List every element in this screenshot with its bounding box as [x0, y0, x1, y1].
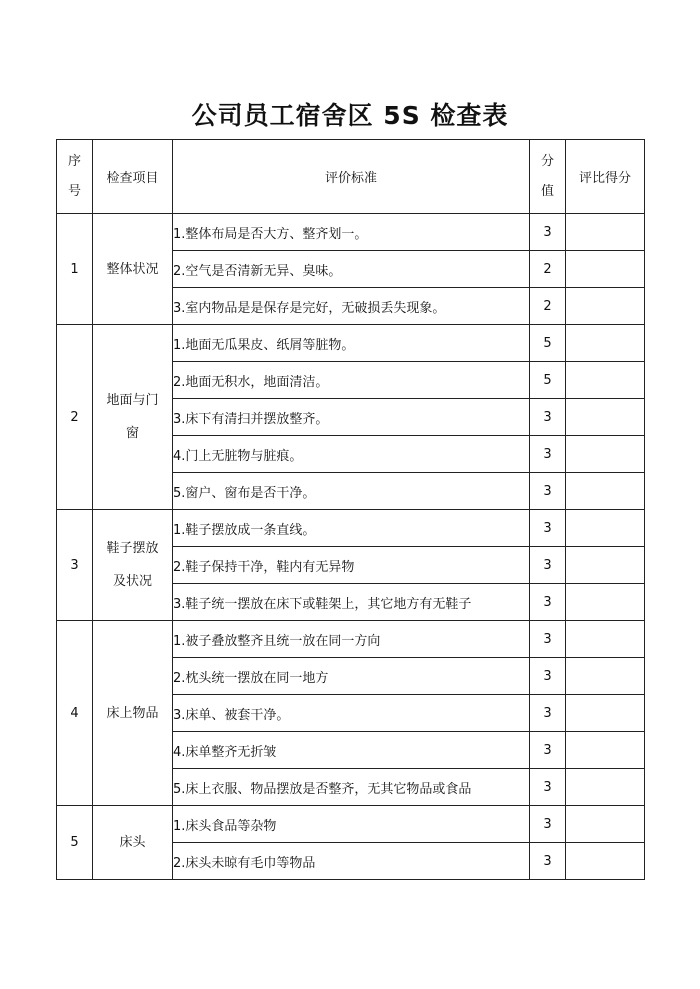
criteria-cell: 4.床单整齐无折皱	[173, 732, 530, 769]
evaluation-cell[interactable]	[566, 436, 645, 473]
section-category	[93, 621, 173, 806]
score-cell: 3	[530, 547, 566, 584]
score-cell: 3	[530, 621, 566, 658]
table-row	[57, 510, 645, 547]
section-category	[93, 510, 173, 621]
inspection-table	[56, 139, 645, 880]
criteria-cell: 2.床头未晾有毛巾等物品	[173, 843, 530, 880]
section-category-line: 鞋子摆放	[106, 541, 159, 556]
section-seq: 1	[57, 214, 93, 325]
evaluation-cell[interactable]	[566, 695, 645, 732]
score-cell: 3	[530, 695, 566, 732]
criteria-cell: 3.床单、被套干净。	[173, 695, 530, 732]
score-cell: 5	[530, 362, 566, 399]
evaluation-cell[interactable]	[566, 473, 645, 510]
section-category-line: 床头	[119, 835, 146, 850]
score-cell: 3	[530, 769, 566, 806]
criteria-cell: 5.床上衣服、物品摆放是否整齐，无其它物品或食品	[173, 769, 530, 806]
header-score-line-2: 值	[540, 183, 554, 199]
section-category-line: 地面与门	[106, 393, 159, 408]
table-body	[57, 214, 645, 880]
table-row	[57, 806, 645, 843]
criteria-cell: 2.鞋子保持干净，鞋内有无异物	[173, 547, 530, 584]
evaluation-cell[interactable]	[566, 547, 645, 584]
score-cell: 3	[530, 658, 566, 695]
criteria-cell: 1.地面无瓜果皮、纸屑等脏物。	[173, 325, 530, 362]
header-seq-line-2: 号	[67, 183, 81, 199]
criteria-cell: 1.被子叠放整齐且统一放在同一方向	[173, 621, 530, 658]
criteria-cell: 2.枕头统一摆放在同一地方	[173, 658, 530, 695]
section-category	[93, 325, 173, 510]
evaluation-cell[interactable]	[566, 251, 645, 288]
score-cell: 3	[530, 584, 566, 621]
section-category-line: 窗	[125, 426, 139, 441]
table-row	[57, 214, 645, 251]
evaluation-cell[interactable]	[566, 510, 645, 547]
table-row	[57, 621, 645, 658]
criteria-cell: 1.鞋子摆放成一条直线。	[173, 510, 530, 547]
criteria-cell: 3.鞋子统一摆放在床下或鞋架上，其它地方有无鞋子	[173, 584, 530, 621]
score-cell: 3	[530, 843, 566, 880]
section-category-line: 床上物品	[106, 705, 159, 721]
page-title: 公司员工宿舍区 5S 检查表	[191, 101, 509, 130]
section-seq: 5	[57, 806, 93, 880]
evaluation-cell[interactable]	[566, 362, 645, 399]
score-cell: 3	[530, 806, 566, 843]
criteria-cell: 2.地面无积水，地面清洁。	[173, 362, 530, 399]
table-row	[57, 325, 645, 362]
criteria-cell: 3.床下有清扫并摆放整齐。	[173, 399, 530, 436]
header-criteria: 评价标准	[173, 140, 530, 214]
evaluation-cell[interactable]	[566, 214, 645, 251]
section-category-line: 及状况	[112, 574, 152, 589]
header-item: 检查项目	[93, 140, 173, 214]
header-seq	[57, 140, 93, 214]
header-seq-line-1: 序	[67, 153, 81, 169]
score-cell: 3	[530, 436, 566, 473]
criteria-cell: 2.空气是否清新无异、臭味。	[173, 251, 530, 288]
criteria-cell: 1.整体布局是否大方、整齐划一。	[173, 214, 530, 251]
score-cell: 3	[530, 473, 566, 510]
evaluation-cell[interactable]	[566, 584, 645, 621]
section-seq: 3	[57, 510, 93, 621]
evaluation-cell[interactable]	[566, 621, 645, 658]
evaluation-cell[interactable]	[566, 288, 645, 325]
section-seq: 2	[57, 325, 93, 510]
criteria-cell: 4.门上无脏物与脏痕。	[173, 436, 530, 473]
criteria-cell: 5.窗户、窗布是否干净。	[173, 473, 530, 510]
header-score-line-1: 分	[540, 153, 554, 169]
section-category-line: 整体状况	[106, 261, 159, 277]
score-cell: 3	[530, 510, 566, 547]
section-category	[93, 214, 173, 325]
header-evaluation: 评比得分	[566, 140, 645, 214]
score-cell: 3	[530, 399, 566, 436]
evaluation-cell[interactable]	[566, 769, 645, 806]
score-cell: 3	[530, 214, 566, 251]
criteria-cell: 3.室内物品是是保存是完好，无破损丢失现象。	[173, 288, 530, 325]
score-cell: 2	[530, 251, 566, 288]
evaluation-cell[interactable]	[566, 325, 645, 362]
criteria-cell: 1.床头食品等杂物	[173, 806, 530, 843]
score-cell: 3	[530, 732, 566, 769]
header-row	[57, 140, 645, 214]
evaluation-cell[interactable]	[566, 399, 645, 436]
score-cell: 5	[530, 325, 566, 362]
header-score	[530, 140, 566, 214]
evaluation-cell[interactable]	[566, 806, 645, 843]
score-cell: 2	[530, 288, 566, 325]
evaluation-cell[interactable]	[566, 658, 645, 695]
section-seq: 4	[57, 621, 93, 806]
evaluation-cell[interactable]	[566, 732, 645, 769]
evaluation-cell[interactable]	[566, 843, 645, 880]
section-category	[93, 806, 173, 880]
